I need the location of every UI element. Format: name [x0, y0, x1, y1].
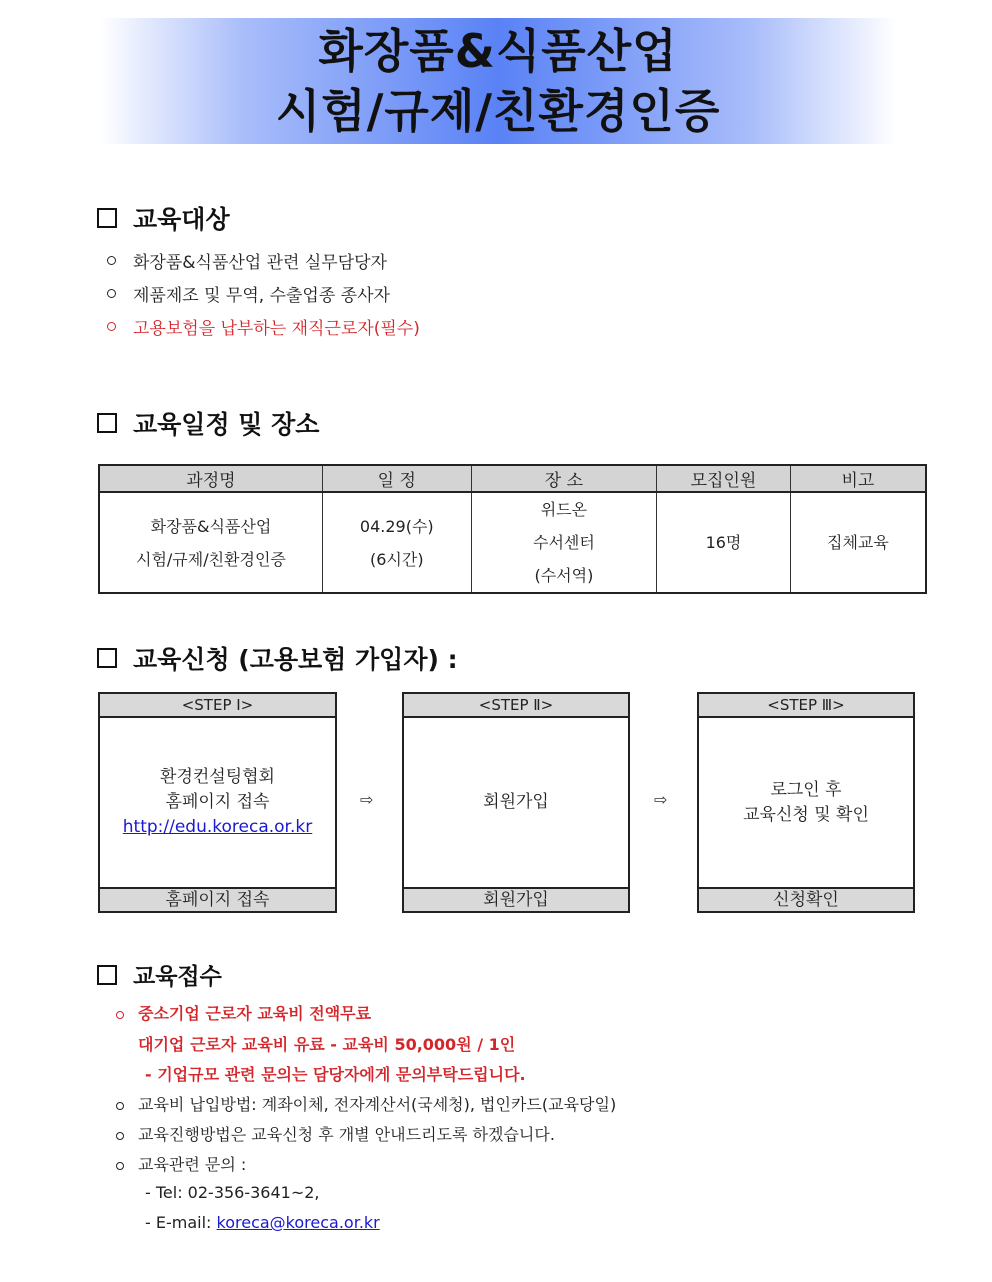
fee-free-line	[116, 1001, 371, 1024]
section-heading-schedule	[97, 405, 319, 441]
square-bullet-icon	[97, 208, 117, 228]
place-cell	[471, 492, 657, 593]
column-header: 비고	[790, 465, 926, 492]
step-1-box	[98, 692, 337, 913]
payment-text: 교육비 납입방법: 계좌이체, 전자계산서(국세청), 법인카드(교육당일)	[138, 1095, 617, 1114]
fee-paid-line: 대기업 근로자 교육비 유료 - 교육비 50,000원 / 1인	[138, 1035, 516, 1054]
contact-label-line	[116, 1152, 246, 1175]
email-line	[145, 1213, 380, 1232]
step-label: <STEP Ⅲ>	[699, 694, 913, 718]
right-arrow-icon: ⇨	[654, 790, 668, 809]
step-body	[100, 718, 335, 887]
step-label: <STEP Ⅰ>	[100, 694, 335, 718]
right-arrow-icon: ⇨	[360, 790, 374, 809]
schedule-table	[98, 464, 927, 594]
column-header: 과정명	[99, 465, 322, 492]
section-heading-apply	[97, 640, 458, 676]
circle-bullet-icon	[116, 1011, 124, 1019]
target-item-text: 고용보험을 납부하는 재직근로자(필수)	[133, 319, 420, 339]
contact-label-text: 교육관련 문의 :	[138, 1155, 247, 1174]
process-line	[116, 1122, 555, 1145]
email-link[interactable]: koreca@koreca.or.kr	[216, 1213, 380, 1232]
step-text: 교육신청 및 확인	[743, 804, 869, 825]
step-footer: 회원가입	[404, 887, 628, 911]
step-text: 회원가입	[483, 792, 549, 812]
course-name-line: 시험/규제/친환경인증	[136, 549, 286, 569]
place-line: 위드온	[540, 500, 588, 519]
date-cell	[322, 492, 471, 593]
section-heading-reception	[97, 958, 222, 991]
homepage-link[interactable]: http://edu.koreca.or.kr	[122, 817, 313, 837]
section-heading-schedule-label: 교육일정 및 장소	[133, 410, 320, 439]
note-cell: 집체교육	[790, 492, 926, 593]
column-header: 모집인원	[657, 465, 791, 492]
step-3-box	[697, 692, 915, 913]
tel-line: - Tel: 02-356-3641~2,	[145, 1183, 320, 1202]
place-line: 수서센터	[532, 533, 595, 552]
email-label: - E-mail:	[145, 1213, 212, 1232]
column-header: 일 정	[322, 465, 471, 492]
title-banner	[100, 18, 896, 144]
target-item-required	[107, 314, 420, 339]
square-bullet-icon	[97, 648, 117, 668]
payment-line	[116, 1092, 616, 1115]
step-label: <STEP Ⅱ>	[404, 694, 628, 718]
duration-line: (6시간)	[369, 549, 424, 569]
circle-bullet-icon	[107, 256, 116, 265]
target-item-text: 제품제조 및 무역, 수출업종 종사자	[133, 286, 390, 306]
table-header-row	[99, 465, 926, 492]
section-heading-target	[97, 200, 230, 236]
target-item	[107, 281, 390, 306]
square-bullet-icon	[97, 413, 117, 433]
square-bullet-icon	[97, 965, 117, 985]
section-heading-target-label: 교육대상	[133, 205, 230, 234]
step-body	[699, 718, 913, 887]
section-heading-apply-label: 교육신청 (고용보험 가입자) :	[133, 645, 458, 674]
section-heading-reception-label: 교육접수	[133, 964, 222, 990]
step-text: 환경컨설팅협회	[160, 767, 275, 787]
table-row	[99, 492, 926, 593]
target-item	[107, 248, 387, 273]
step-text: 홈페이지 접속	[165, 792, 270, 812]
step-text: 로그인 후	[770, 779, 842, 800]
inquiry-note-line: - 기업규모 관련 문의는 담당자에게 문의부탁드립니다.	[145, 1065, 526, 1084]
target-item-text: 화장품&식품산업 관련 실무담당자	[133, 253, 387, 273]
step-footer: 신청확인	[699, 887, 913, 911]
fee-free-text: 중소기업 근로자 교육비 전액무료	[138, 1004, 372, 1023]
step-2-box	[402, 692, 630, 913]
course-name-line: 화장품&식품산업	[150, 516, 272, 536]
circle-bullet-icon	[116, 1132, 124, 1140]
process-text: 교육진행방법은 교육신청 후 개별 안내드리도록 하겠습니다.	[138, 1125, 555, 1144]
circle-bullet-icon	[116, 1162, 124, 1170]
place-line: (수서역)	[534, 566, 594, 585]
step-footer: 홈페이지 접속	[100, 887, 335, 911]
column-header: 장 소	[471, 465, 657, 492]
circle-bullet-icon	[107, 289, 116, 298]
step-body	[404, 718, 628, 887]
title-line-2: 시험/규제/친환경인증	[275, 84, 721, 138]
course-cell	[99, 492, 322, 593]
date-line: 04.29(수)	[359, 516, 434, 536]
circle-bullet-icon	[107, 322, 116, 331]
title-line-1: 화장품&식품산업	[318, 24, 678, 78]
circle-bullet-icon	[116, 1102, 124, 1110]
capacity-cell: 16명	[657, 492, 791, 593]
